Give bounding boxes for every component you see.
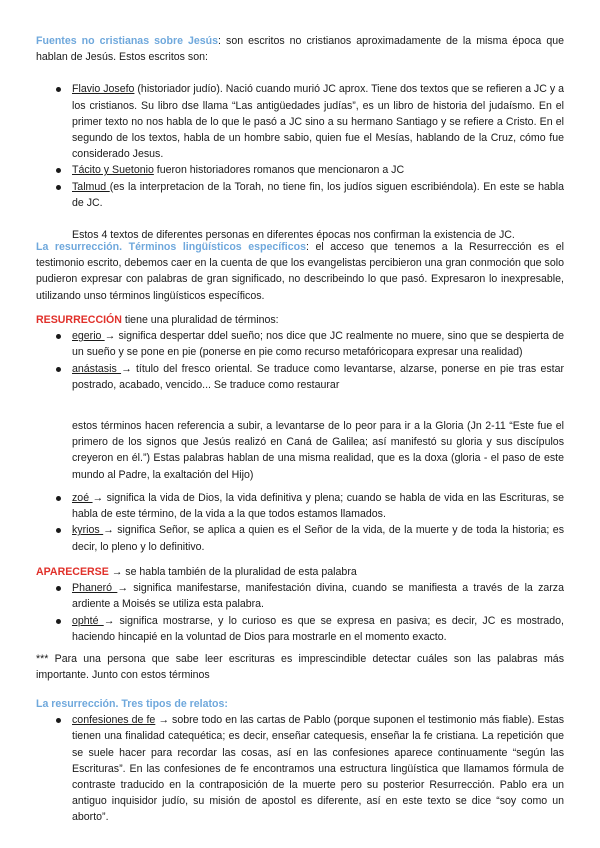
resurreccion-intro: RESURRECCIÓN tiene una pluralidad de términos: [36, 314, 279, 326]
fuentes-intro: Fuentes no cristianas sobre Jesús: son escritos no cristianos aproximadamente de la misma época que hablan de Jesús. Estos escritos son: [36, 35, 564, 64]
resurreccion-list-b [36, 490, 564, 555]
resurreccion-list-a [36, 328, 564, 393]
section-terminos [36, 239, 564, 304]
section-fuentes [36, 33, 564, 243]
aparecerse-intro: APARECERSE → se habla también de la pluralidad de esta palabra [36, 566, 357, 578]
list-item: Tácito y Suetonio fueron historiadores romanos que mencionaron a JC [36, 162, 564, 178]
list-item: egerio → significa despertar ddel sueño; nos dice que JC realmente no muere, sino que se despierta de un sueño y se pone en pie (ponerse en pie como recurso metafóricopara expresar una realidad) [36, 328, 564, 360]
list-item: Talmud (es la interpretacion de la Torah, no tiene fin, los judíos siguen escribiéndola). En este se habla de JC. [36, 179, 564, 211]
section-resurreccion [36, 312, 564, 393]
section-aparecerse [36, 564, 564, 645]
resurreccion-note: estos términos hacen referencia a subir, a levantarse de lo peor para ir a la Gloria (Jn 2-11 “Este fue el primero de los signos que Jesús realizó en Caná de Galilea; así manifestó su gloria y sus discípulos creyeron en él.”) Estas palabras hablan de una misma realidad, que es la doxa (gloria - el paso de este mundo al Padre, la exaltación del Hijo) [72, 420, 564, 481]
fuentes-heading: Fuentes no cristianas sobre Jesús [36, 35, 219, 47]
note-paragraph: *** Para una persona que sabe leer escrituras es imprescindible detectar cuáles son las palabras más importante. Junto con estos términos [36, 653, 564, 682]
fuentes-list [36, 81, 564, 211]
section-note [36, 651, 564, 683]
aparecerse-heading: APARECERSE [36, 566, 109, 578]
section-relatos [36, 696, 564, 826]
list-item: Phaneró → significa manifestarse, manifestación divina, cuando se manifiesta a través de la zarza ardiente a Moisés se utiliza esta palabra. [36, 580, 564, 612]
fuentes-closing: Estos 4 textos de diferentes personas en diferentes épocas nos confirman la existencia de JC. [72, 229, 515, 242]
list-item: confesiones de fe → sobre todo en las cartas de Pablo (porque suponen el testimonio más fiable). Estas tienen una finalidad catequética; es decir, enseñar catequesis, enseñar la fe cristiana. La repetición que se suele hacer para recordar las cosas, así en las confesiones aparece continuamente “según las Escrituras”. En las confesiones de fe encontramos una estructura lingüística que llamamos fórmula de contraste traducido en la contraposición de la muerte pero su posterior Resurrección. Pablo era un antiguo inquisidor judío, su misión de apostol es diferente, así en este texto se dice “soy como un aborto”. [36, 712, 564, 825]
list-item: Flavio Josefo (historiador judío). Nació cuando murió JC aprox. Tiene dos textos que se refieren a JC y a los cristianos. Su libro dse llama “Las antigüedades judías”, es un libro de historia del judaísmo. En el primer texto no nos habla de lo que le pasó a JC sino a su hermano Santiago y se refiere a Cristo. En el segundo de los textos, habla de un hombre sabio, quien fue el Mesías, hablando de la Cruz, cómo fue considerado Jesus. [36, 81, 564, 162]
list-item: ophté → significa mostrarse, y lo curioso es que se expresa en pasiva; es decir, JC es mostrado, haciendo hincapié en la voluntad de Dios para mostrarle en el momento exacto. [36, 613, 564, 645]
relatos-list [36, 712, 564, 825]
terminos-heading: La resurrección. Términos lingüísticos específicos [36, 241, 306, 253]
resurreccion-note-block [36, 418, 564, 483]
relatos-heading: La resurrección. Tres tipos de relatos: [36, 698, 228, 710]
list-item: zoé → significa la vida de Dios, la vida definitiva y plena; cuando se habla de vida en las Escrituras, se habla de este término, de la vida a la que todos estamos llamados. [36, 490, 564, 522]
aparecerse-list [36, 580, 564, 645]
resurreccion-heading: RESURRECCIÓN [36, 314, 122, 326]
list-item: anástasis → título del fresco oriental. Se traduce como levantarse, alzarse, ponerse en pie tras estar postrado, acabado, vencido... Se traduce como restaurar [36, 361, 564, 393]
list-item: kyrios → significa Señor, se aplica a quien es el Señor de la vida, de la muerte y de toda la historia; es decir, lo pleno y lo definitivo. [36, 522, 564, 554]
resurreccion-list-b-block [36, 490, 564, 555]
terminos-paragraph: La resurrección. Términos lingüísticos específicos: el acceso que tenemos a la Resurrección es el testimonio escrito, debemos caer en la cuenta de que los evangelistas percibieron una gran conmoción que solo pudieron expresar con palabras de gran significado, no describeindo lo que pasó. Expresaron lo inexpresable, utilizando unso términos lingüísticos específicos. [36, 241, 565, 302]
